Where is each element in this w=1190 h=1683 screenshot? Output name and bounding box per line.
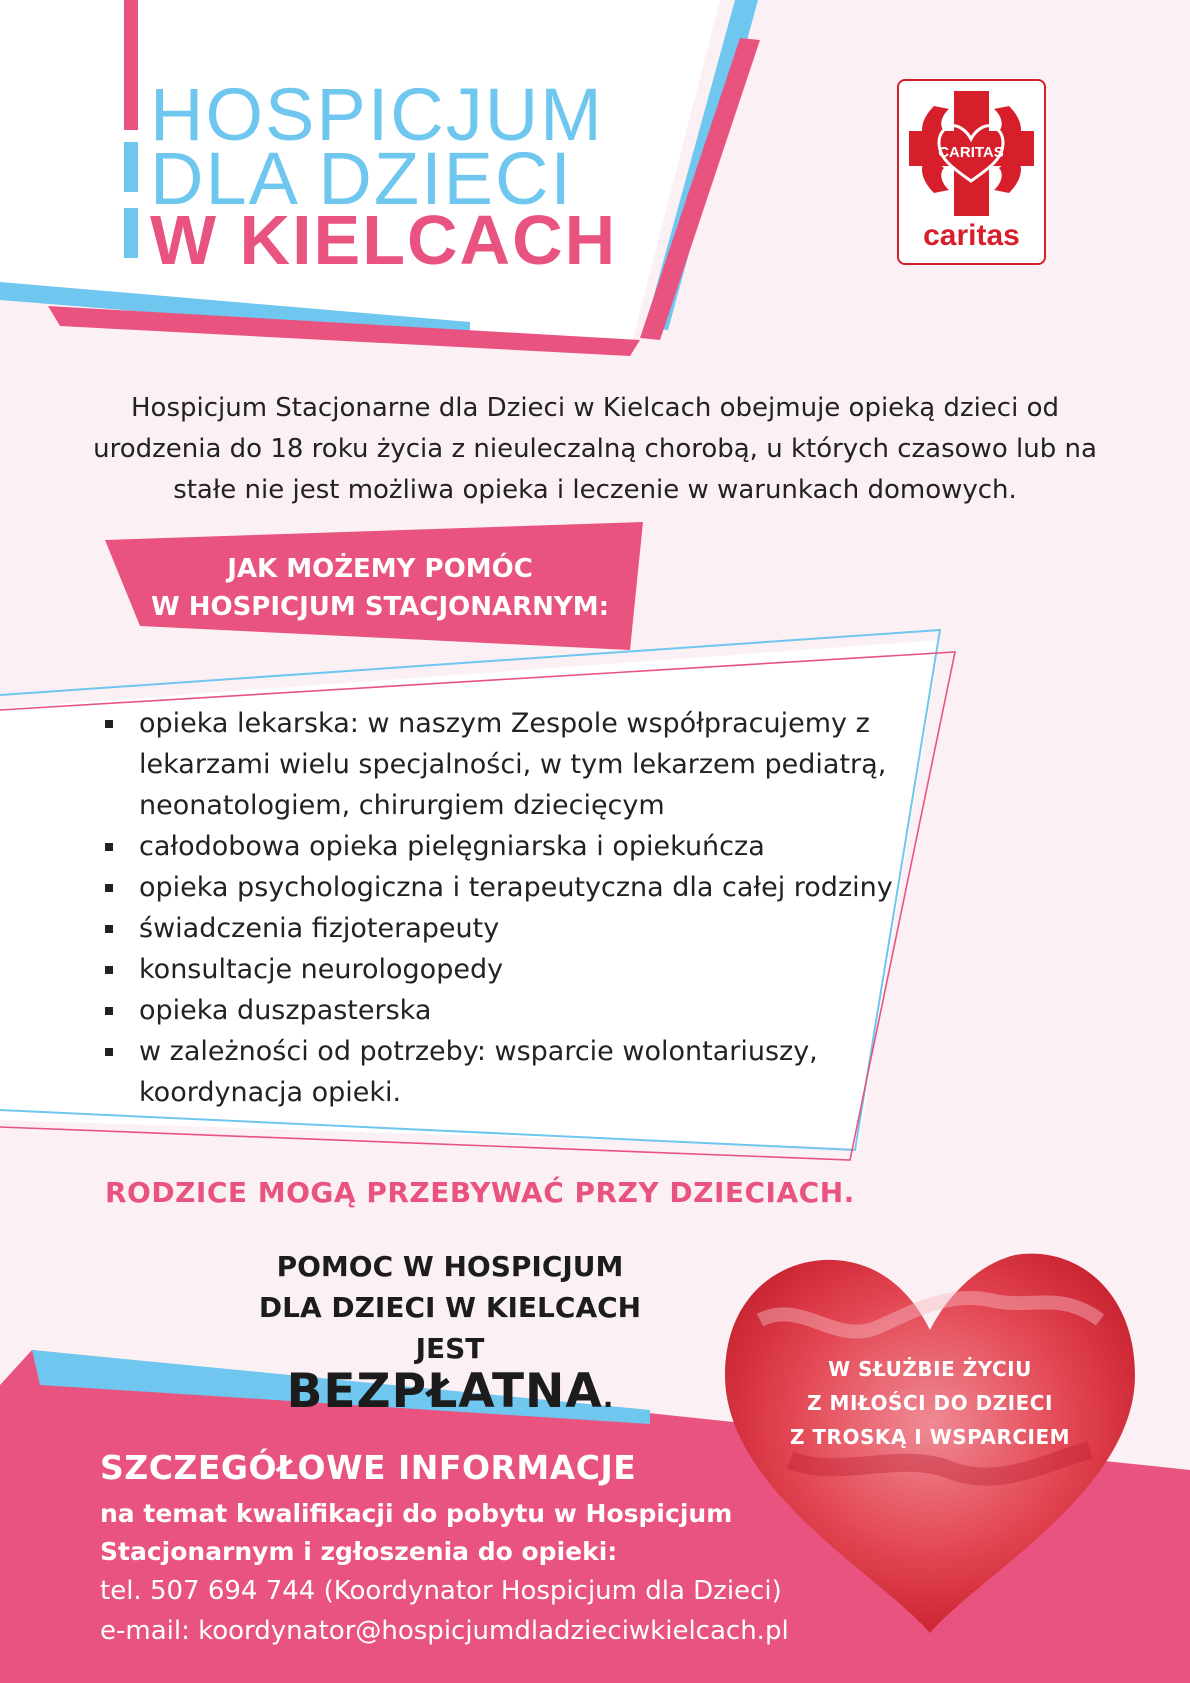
caritas-logo [897,79,1046,265]
heart-slogan-line-1: W SŁUŻBIE ŻYCIU [828,1357,1032,1381]
phone-contact[interactable]: tel. 507 694 744 (Koordynator Hospicjum dla Dzieci) [100,1576,782,1606]
free-care-statement [220,1246,680,1418]
list-item: opieka psychologiczna i terapeutyczna dla całej rodziny [100,867,940,908]
caritas-wordmark: CARITAS [938,144,1004,161]
intro-paragraph: Hospicjum Stacjonarne dla Dzieci w Kielcach obejmuje opieką dzieci od urodzenia do 18 roku życia z nieuleczalną chorobą, u których czasowo lub na stałe nie jest możliwa opieka i leczenie w warunkach domowych. [93,393,1097,505]
details-subtitle-2: Stacjonarnym i zgłoszenia do opieki: [100,1537,618,1566]
caritas-cross-icon [899,81,1044,221]
details-subtitle-1: na temat kwalifikacji do pobytu w Hospicjum [100,1499,733,1528]
services-list [100,703,940,1113]
title-line-1: HOSPICJUM [150,73,604,156]
heart-slogan-line-2: Z MIŁOŚCI DO DZIECI [807,1391,1053,1415]
list-item: opieka duszpasterska [100,990,940,1031]
parents-note: RODZICE MOGĄ PRZEBYWAĆ PRZY DZIECIACH. [105,1176,855,1209]
list-item: całodobowa opieka pielęgniarska i opiekuńcza [100,826,940,867]
title-line-3: W KIELCACH [150,201,618,279]
free-care-line-1: POMOC W HOSPICJUM [276,1250,624,1283]
title-line-2: DLA DZIECI [150,137,573,220]
list-item: konsultacje neurologopedy [100,949,940,990]
list-item: świadczenia fizjoterapeuty [100,908,940,949]
help-banner-line-1: JAK MOŻEMY POMÓC [227,554,533,584]
email-contact[interactable]: e-mail: koordynator@hospicjumdladzieciwkielcach.pl [100,1616,789,1646]
free-care-line-2: DLA DZIECI W KIELCACH JEST [258,1291,642,1365]
help-banner [125,550,635,626]
list-item: w zależności od potrzeby: wsparcie wolontariuszy, koordynacja opieki. [100,1031,940,1113]
details-section [100,1448,789,1651]
list-item: opieka lekarska: w naszym Zespole współpracujemy z lekarzami wielu specjalności, w tym lekarzem pediatrą, neonatologiem, chirurgiem dziecięcym [100,703,940,826]
free-care-punct: . [602,1381,614,1414]
caritas-logo-label: caritas [923,219,1020,252]
help-banner-line-2: W HOSPICJUM STACJONARNYM: [150,592,610,622]
details-heading: SZCZEGÓŁOWE INFORMACJE [100,1448,637,1487]
heart-slogan-line-3: Z TROSKĄ I WSPARCIEM [789,1425,1071,1449]
heart-slogan [760,1352,1100,1454]
free-care-highlight: BEZPŁATNA [286,1364,603,1419]
